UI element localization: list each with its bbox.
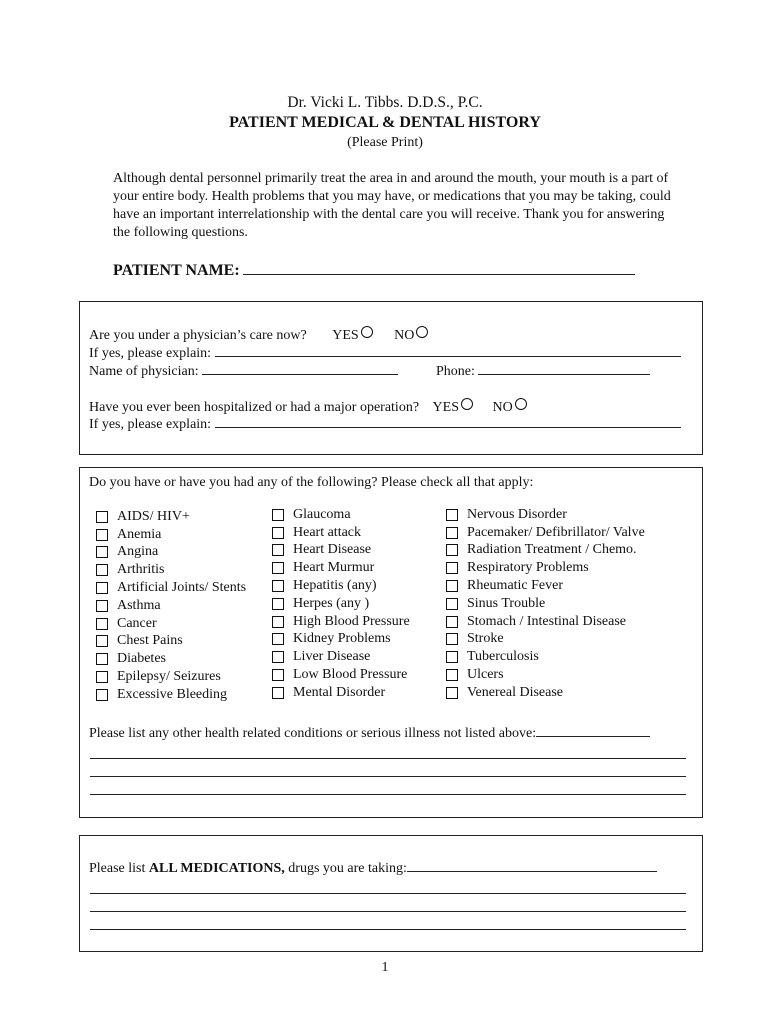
physician-phone-field[interactable] (478, 362, 650, 375)
medications-prompt-prefix: Please list (89, 861, 149, 876)
medications-prompt-bold: ALL MEDICATIONS, (148, 861, 285, 876)
checkbox[interactable] (272, 527, 284, 539)
condition-label: Liver Disease (293, 649, 371, 665)
condition-item[interactable] (272, 506, 410, 524)
condition-item[interactable] (96, 544, 246, 562)
condition-label: Sinus Trouble (467, 595, 546, 611)
checkbox[interactable] (272, 562, 284, 574)
checkbox[interactable] (96, 564, 108, 576)
hospital-yes-radio[interactable] (461, 398, 473, 410)
checkbox[interactable] (446, 509, 458, 521)
page-number: 1 (381, 960, 389, 975)
checkbox[interactable] (272, 651, 284, 663)
physician-phone-label: Phone: (436, 364, 475, 379)
condition-label: Venereal Disease (467, 684, 564, 700)
condition-item[interactable] (96, 633, 246, 651)
condition-item[interactable] (446, 524, 645, 542)
checkbox[interactable] (272, 580, 284, 592)
condition-label: Stroke (467, 631, 504, 647)
checkbox[interactable] (96, 653, 108, 665)
condition-item[interactable] (96, 526, 246, 544)
checkbox[interactable] (96, 546, 108, 558)
condition-label: Tuberculosis (467, 649, 539, 665)
checkbox[interactable] (96, 635, 108, 647)
other-conditions-line[interactable] (90, 794, 686, 795)
medications-line[interactable] (90, 911, 686, 912)
other-conditions-field[interactable] (536, 724, 650, 737)
physician-no-label: NO (394, 328, 415, 343)
condition-label: Anemia (117, 526, 162, 542)
checkbox[interactable] (272, 633, 284, 645)
conditions-column-2 (272, 506, 410, 702)
condition-item[interactable] (446, 631, 645, 649)
checkbox[interactable] (96, 529, 108, 541)
hospital-no-label: NO (492, 400, 513, 415)
condition-label: Heart Disease (293, 542, 372, 558)
patient-name-row: PATIENT NAME: (113, 262, 635, 280)
condition-item[interactable] (446, 648, 645, 666)
condition-label: Arthritis (117, 562, 165, 578)
checkbox[interactable] (96, 671, 108, 683)
condition-label: Chest Pains (117, 633, 183, 649)
checkbox[interactable] (272, 509, 284, 521)
checkbox[interactable] (446, 562, 458, 574)
form-title: PATIENT MEDICAL & DENTAL HISTORY (229, 114, 541, 131)
checkbox[interactable] (446, 633, 458, 645)
physician-care-row (89, 326, 428, 344)
condition-label: Heart attack (293, 524, 362, 540)
medications-line[interactable] (90, 929, 686, 930)
medications-field[interactable] (407, 859, 657, 872)
condition-item[interactable] (96, 508, 246, 526)
condition-label: Excessive Bleeding (117, 686, 228, 702)
hospital-no-radio[interactable] (515, 398, 527, 410)
checkbox[interactable] (96, 511, 108, 523)
physician-name-row (89, 362, 398, 380)
condition-label: Epilepsy/ Seizures (117, 669, 221, 685)
physician-name-field[interactable] (202, 362, 398, 375)
other-conditions-row (89, 724, 650, 742)
checkbox[interactable] (446, 544, 458, 556)
checkbox[interactable] (446, 687, 458, 699)
condition-label: Hepatitis (any) (293, 578, 377, 594)
condition-item[interactable] (96, 668, 246, 686)
checkbox[interactable] (272, 687, 284, 699)
condition-label: Asthma (117, 597, 161, 613)
checkbox[interactable] (96, 600, 108, 612)
hospital-yes-label: YES (432, 400, 459, 415)
other-conditions-line[interactable] (90, 776, 686, 777)
checkbox[interactable] (446, 651, 458, 663)
hospital-explain-field[interactable] (215, 415, 681, 428)
checkbox[interactable] (446, 527, 458, 539)
condition-item[interactable] (96, 579, 246, 597)
physician-phone-row (436, 362, 650, 380)
checkbox[interactable] (96, 582, 108, 594)
checkbox[interactable] (446, 669, 458, 681)
condition-label: Ulcers (467, 667, 504, 683)
condition-item[interactable] (272, 648, 410, 666)
hospital-question: Have you ever been hospitalized or had a major operation? (89, 400, 420, 415)
condition-label: Cancer (117, 615, 157, 631)
intro-paragraph: Although dental personnel primarily treat the area in and around the mouth, your mouth is a part of your entire body. Health problems that you may have, or medications that you may be taking, could have an important interrelationship with the dental care you will receive. Thank you for answering the following questions. (113, 171, 671, 240)
condition-item[interactable] (446, 666, 645, 684)
condition-item[interactable] (446, 577, 645, 595)
hospital-row (89, 398, 527, 416)
physician-name-label: Name of physician: (89, 364, 199, 379)
hospital-explain-label: If yes, please explain: (89, 417, 212, 432)
patient-name-field[interactable] (243, 262, 635, 275)
condition-label: Nervous Disorder (467, 506, 567, 522)
condition-label: Radiation Treatment / Chemo. (467, 542, 637, 558)
other-conditions-prompt: Please list any other health related conditions or serious illness not listed above: (89, 726, 537, 741)
condition-item[interactable] (272, 577, 410, 595)
checkbox[interactable] (446, 598, 458, 610)
checkbox[interactable] (96, 618, 108, 630)
condition-label: Heart Murmur (293, 560, 375, 576)
condition-item[interactable] (446, 684, 645, 702)
conditions-prompt: Do you have or have you had any of the following? Please check all that apply: (89, 475, 534, 490)
checkbox[interactable] (446, 616, 458, 628)
checkbox[interactable] (272, 598, 284, 610)
condition-item[interactable] (446, 542, 645, 560)
condition-item[interactable] (272, 542, 410, 560)
condition-item[interactable] (272, 559, 410, 577)
physician-care-question: Are you under a physician’s care now? (89, 328, 307, 343)
physician-explain-row (89, 344, 681, 362)
physician-yes-radio[interactable] (361, 326, 373, 338)
doctor-name: Dr. Vicki L. Tibbs. D.D.S., P.C. (287, 94, 483, 111)
condition-label: Glaucoma (293, 506, 351, 522)
condition-item[interactable] (272, 613, 410, 631)
checkbox[interactable] (96, 689, 108, 701)
condition-item[interactable] (96, 561, 246, 579)
condition-label: Respiratory Problems (467, 560, 589, 576)
condition-item[interactable] (96, 650, 246, 668)
conditions-column-3 (446, 506, 645, 702)
condition-item[interactable] (446, 559, 645, 577)
condition-item[interactable] (272, 684, 410, 702)
condition-label: Diabetes (117, 651, 166, 667)
medications-row (89, 859, 657, 877)
patient-name-label: PATIENT NAME (113, 262, 235, 279)
condition-item[interactable] (446, 595, 645, 613)
checkbox[interactable] (446, 580, 458, 592)
condition-label: Low Blood Pressure (293, 667, 408, 683)
physician-yes-label: YES (332, 328, 359, 343)
condition-label: Stomach / Intestinal Disease (467, 613, 627, 629)
condition-label: Artificial Joints/ Stents (117, 580, 247, 596)
condition-item[interactable] (272, 524, 410, 542)
condition-label: High Blood Pressure (293, 613, 410, 629)
condition-item[interactable] (272, 631, 410, 649)
medications-line[interactable] (90, 893, 686, 894)
condition-label: Rheumatic Fever (467, 578, 564, 594)
checkbox[interactable] (272, 616, 284, 628)
condition-label: Herpes (any ) (293, 595, 370, 611)
condition-label: Mental Disorder (293, 684, 386, 700)
physician-explain-field[interactable] (215, 344, 681, 357)
other-conditions-line[interactable] (90, 758, 686, 759)
conditions-column-1 (96, 508, 246, 704)
condition-item[interactable] (96, 686, 246, 704)
condition-item[interactable] (272, 595, 410, 613)
condition-item[interactable] (272, 666, 410, 684)
condition-label: Angina (117, 544, 159, 560)
medications-prompt-suffix: drugs you are taking: (284, 861, 407, 876)
condition-label: Pacemaker/ Defibrillator/ Valve (467, 524, 645, 540)
condition-item[interactable] (96, 615, 246, 633)
condition-item[interactable] (96, 597, 246, 615)
condition-item[interactable] (446, 613, 645, 631)
physician-explain-label: If yes, please explain: (89, 346, 212, 361)
condition-item[interactable] (446, 506, 645, 524)
physician-no-radio[interactable] (416, 326, 428, 338)
condition-label: Kidney Problems (293, 631, 391, 647)
condition-label: AIDS/ HIV+ (117, 508, 190, 524)
form-subtitle: (Please Print) (347, 135, 423, 150)
checkbox[interactable] (272, 544, 284, 556)
hospital-explain-row (89, 415, 681, 433)
checkbox[interactable] (272, 669, 284, 681)
